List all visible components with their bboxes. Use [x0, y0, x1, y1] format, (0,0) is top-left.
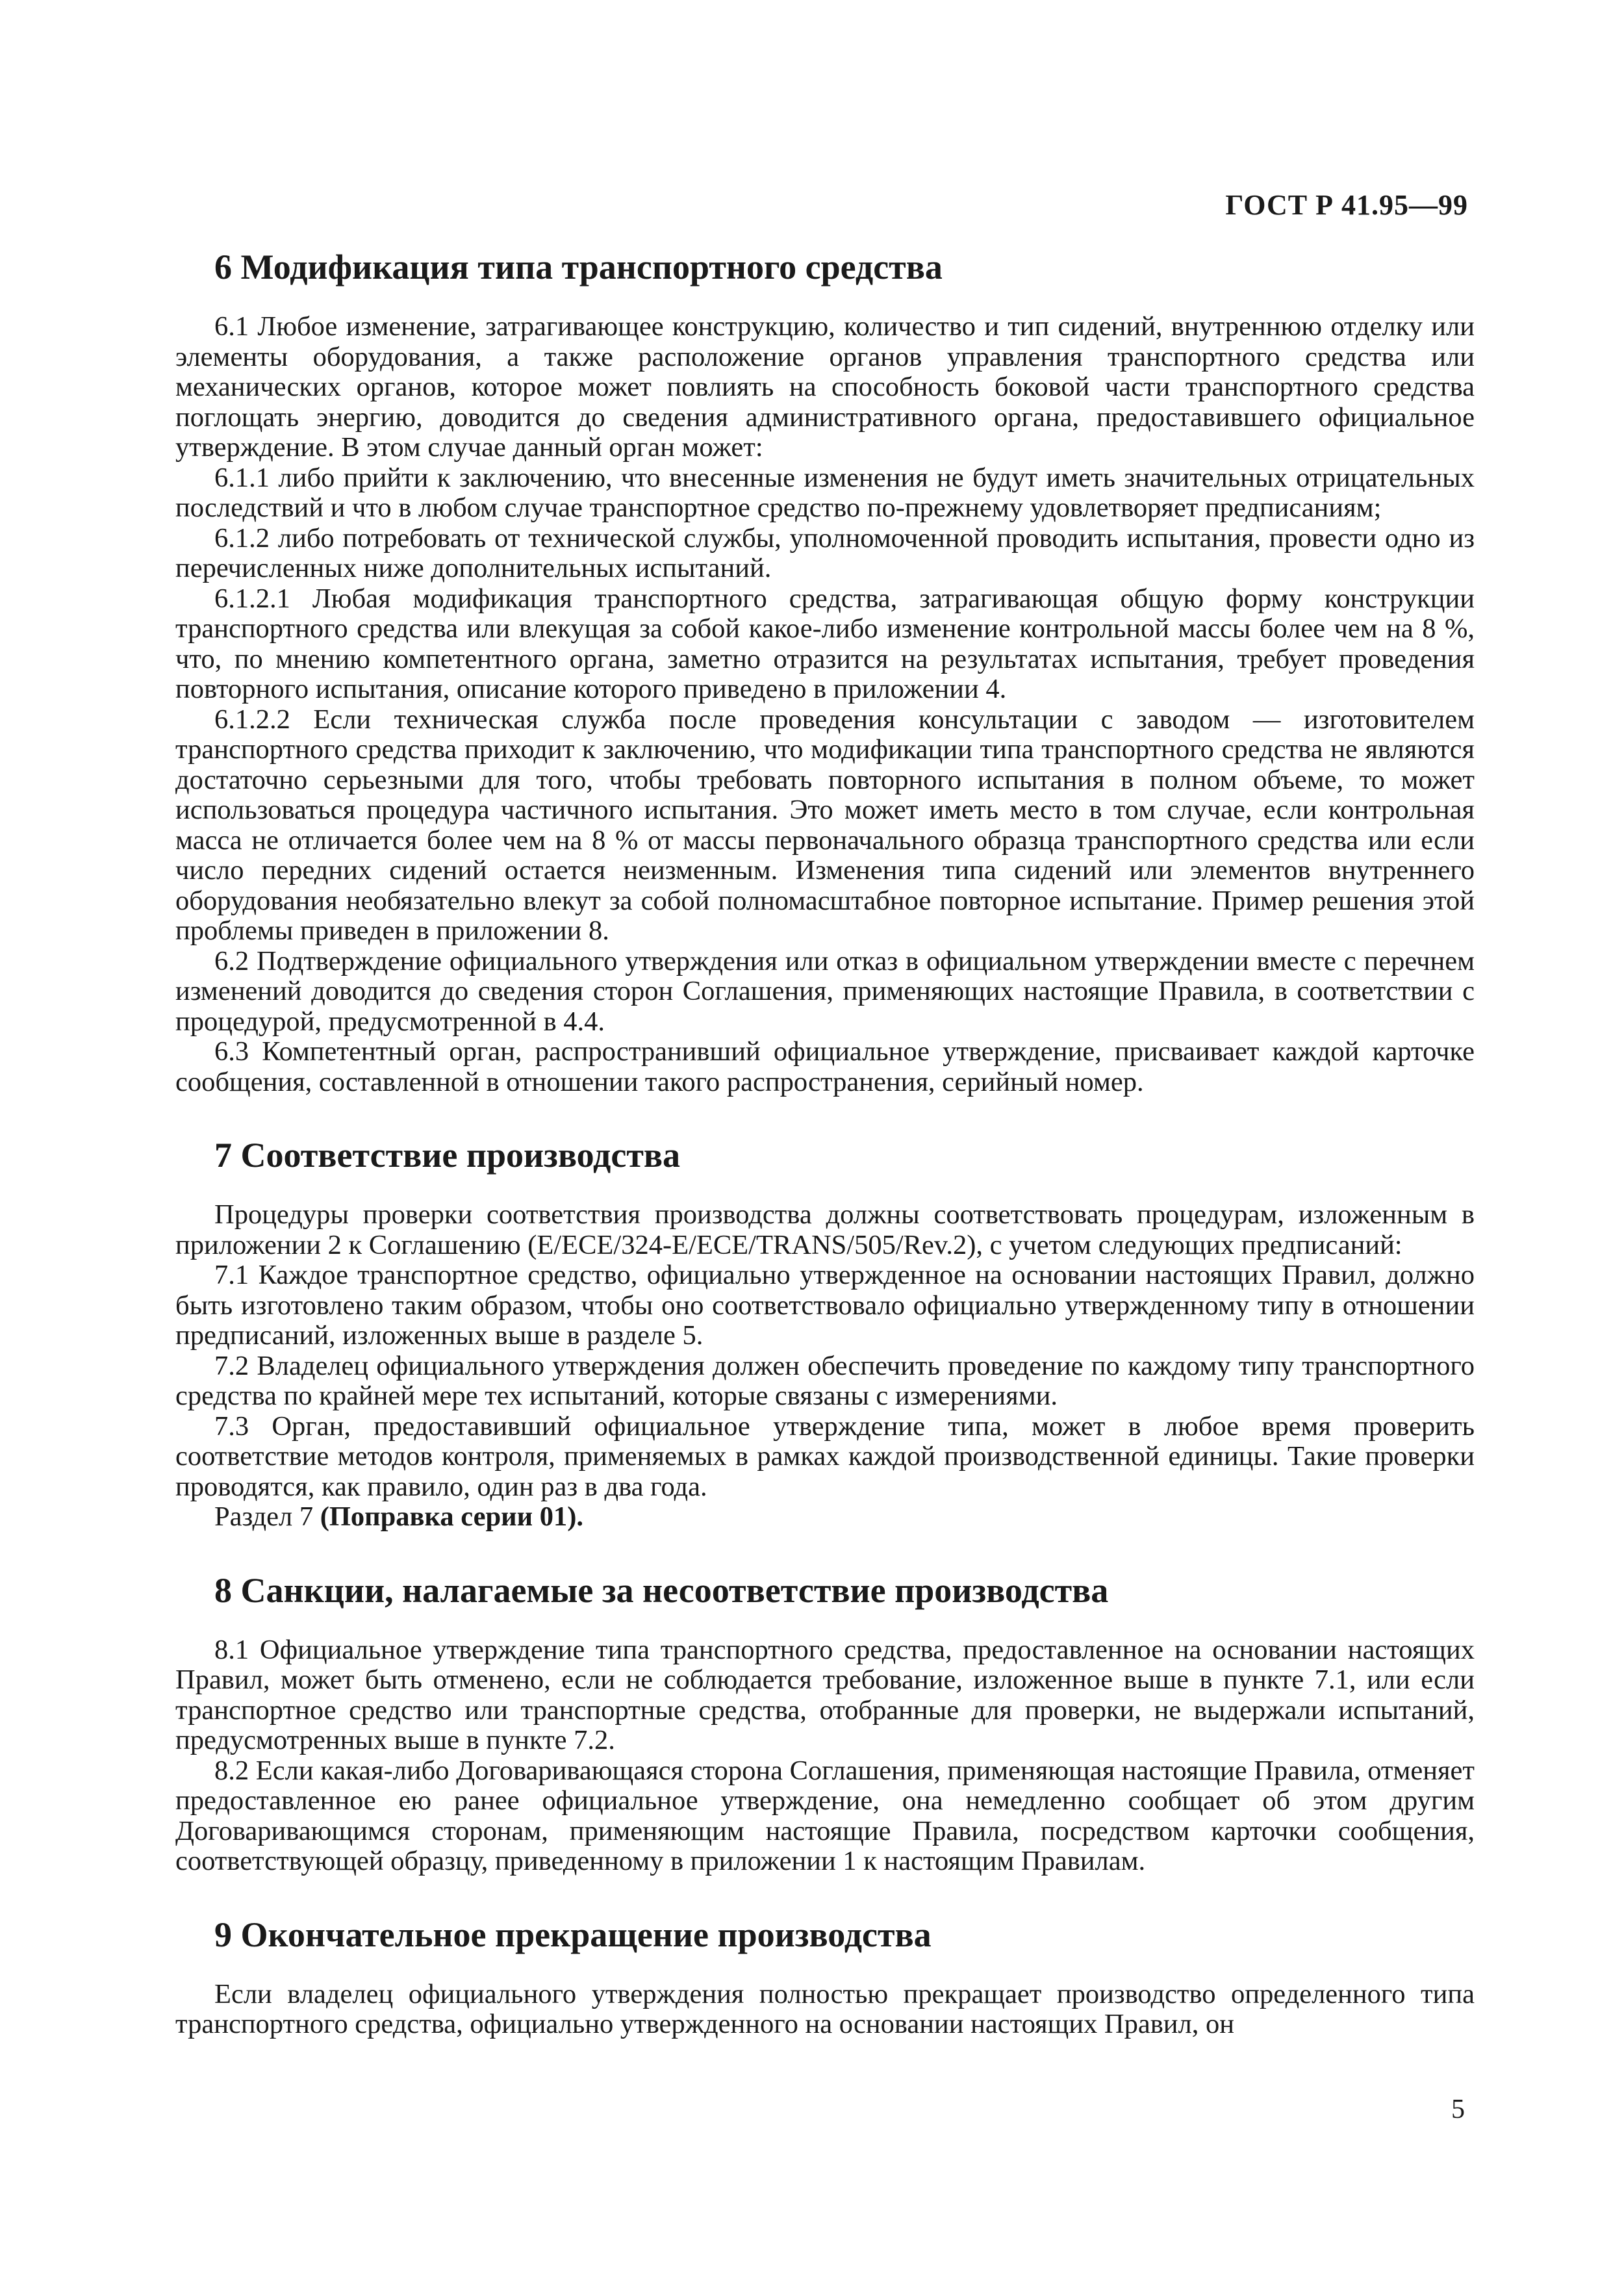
paragraph-7-intro: Процедуры проверки соответствия производства должны соответствовать процедурам, изложенным в приложении 2 к Соглашению (E/ECE/324-E/ECE/TRANS/505/Rev.2), с учетом следующих предписаний:: [175, 1199, 1475, 1260]
paragraph-7-2: 7.2 Владелец официального утверждения должен обеспечить проведение по каждому типу транспортного средства по крайней мере тех испытаний, которые связаны с измерениями.: [175, 1350, 1475, 1412]
section-8-title: 8 Санкции, налагаемые за несоответствие производства: [214, 1570, 1109, 1610]
section-7-amendment-note: [175, 1502, 1475, 1533]
section-6-title: 6 Модификация типа транспортного средства: [214, 248, 943, 287]
paragraph-8-2: 8.2 Если какая-либо Договаривающаяся сторона Соглашения, применяющая настоящие Правила, отменяет предоставленное ею ранее официальное утверждение, она немедленно сообщает об этом другим Договаривающимся сторонам, применяющим настоящие Правила, посредством карточки сообщения, соответствующей образцу, приведенному в приложении 1 к настоящим Правилам.: [175, 1755, 1475, 1877]
section-7-title: 7 Соответствие производства: [214, 1136, 681, 1175]
paragraph-7-3: 7.3 Орган, предоставивший официальное утверждение типа, может в любое время проверить соответствие методов контроля, применяемых в рамках каждой производственной единицы. Такие проверки проводятся, как правило, один раз в два года.: [175, 1410, 1475, 1502]
paragraph-8-1: 8.1 Официальное утверждение типа транспортного средства, предоставленное на основании настоящих Правил, может быть отменено, если не соблюдается требование, изложенное выше в пункте 7.1, или если транспортное средство или транспортные средства, отобранные для проверки, не выдержали испытаний, предусмотренных выше в пункте 7.2.: [175, 1634, 1475, 1756]
paragraph-6-1-1: 6.1.1 либо прийти к заключению, что внесенные изменения не будут иметь значительных отрицательных последствий и что в любом случае транспортное средство по-прежнему удовлетворяет предписаниям;: [175, 462, 1475, 524]
paragraph-9-1: Если владелец официального утверждения полностью прекращает производство определенного типа транспортного средства, официально утвержденного на основании настоящих Правил, он: [175, 1978, 1475, 2040]
document-code: ГОСТ Р 41.95—99: [1225, 189, 1468, 221]
amendment-note-prefix: Раздел 7: [214, 1501, 320, 1533]
paragraph-6-1: 6.1 Любое изменение, затрагивающее конструкцию, количество и тип сидений, внутреннюю отделку или элементы оборудования, а также расположение органов управления транспортного средства или механических органов, которое может повлиять на способность боковой части транспортного средства поглощать энергию, доводится до сведения административного органа, предоставившего официальное утверждение. В этом случае данный орган может:: [175, 311, 1475, 463]
paragraph-6-1-2-1: 6.1.2.1 Любая модификация транспортного средства, затрагивающая общую форму конструкции транспортного средства или влекущая за собой какое-либо изменение контрольной массы более чем на 8 %, что, по мнению компетентного органа, заметно отразится на результатах испытания, требует проведения повторного испытания, описание которого приведено в приложении 4.: [175, 583, 1475, 705]
paragraph-6-3: 6.3 Компетентный орган, распространивший официальное утверждение, присваивает каждой карточке сообщения, составленной в отношении такого распространения, серийный номер.: [175, 1036, 1475, 1097]
page-number: 5: [1451, 2095, 1465, 2124]
document-body: [175, 247, 1475, 2040]
paragraph-6-2: 6.2 Подтверждение официального утверждения или отказ в официальном утверждении вместе с перечнем изменений доводится до сведения сторон Соглашения, применяющих настоящие Правила, в соответствии с процедурой, предусмотренной в 4.4.: [175, 945, 1475, 1037]
section-9-title: 9 Окончательное прекращение производства: [214, 1915, 932, 1954]
amendment-note-series: (Поправка серии 01).: [320, 1501, 583, 1533]
paragraph-7-1: 7.1 Каждое транспортное средство, официально утвержденное на основании настоящих Правил, должно быть изготовлено таким образом, чтобы оно соответствовало официально утвержденному типу в отношении предписаний, изложенных выше в разделе 5.: [175, 1260, 1475, 1351]
paragraph-6-1-2: 6.1.2 либо потребовать от технической службы, уполномоченной проводить испытания, провести одно из перечисленных ниже дополнительных испытаний.: [175, 522, 1475, 584]
paragraph-6-1-2-2: 6.1.2.2 Если техническая служба после проведения консультации с заводом — изготовителем транспортного средства приходит к заключению, что модификации типа транспортного средства не являются достаточно серьезными для того, чтобы требовать повторного испытания в полном объеме, то может использоваться процедура частичного испытания. Это может иметь место в том случае, если контрольная масса не отличается более чем на 8 % от массы первоначального образца транспортного средства или если число передних сидений остается неизменным. Изменения типа сидений или элементов внутреннего оборудования необязательно влекут за собой полномасштабное повторное испытание. Пример решения этой проблемы приведен в приложении 8.: [175, 704, 1475, 947]
